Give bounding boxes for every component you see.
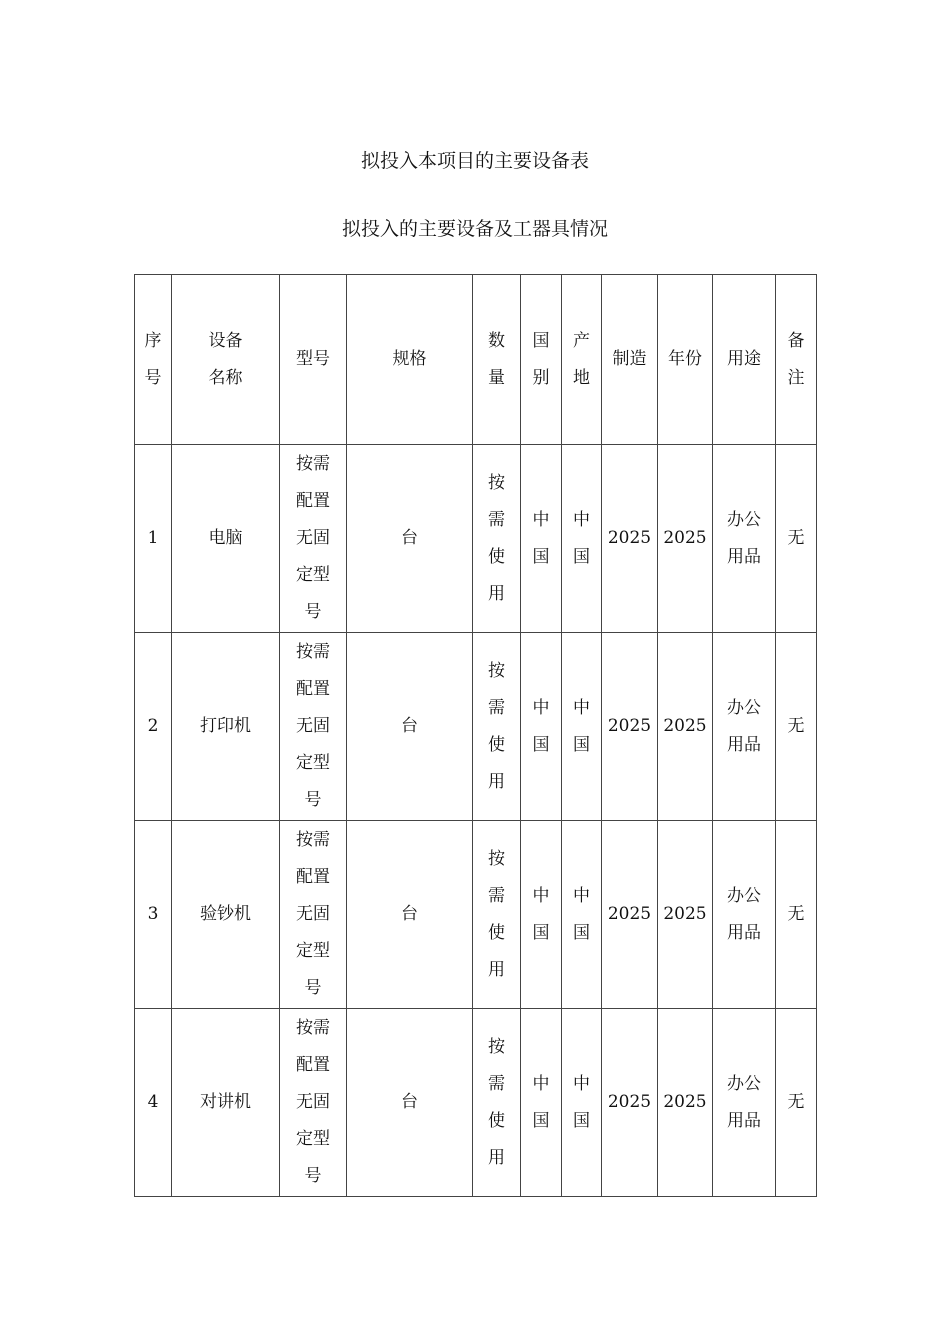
- cell-year: 2025: [658, 633, 713, 821]
- table-row: [135, 633, 817, 821]
- cell-name: 打印机: [172, 633, 280, 821]
- table-row: [135, 821, 817, 1009]
- cell-use: 办公 用品: [713, 633, 776, 821]
- cell-spec: 台: [347, 445, 473, 633]
- cell-seq: 3: [135, 821, 172, 1009]
- cell-spec: 台: [347, 821, 473, 1009]
- table-caption: 拟投入的主要设备及工器具情况: [341, 218, 608, 240]
- table-row: [135, 445, 817, 633]
- cell-country: 中 国: [521, 445, 562, 633]
- cell-origin: 中 国: [562, 633, 602, 821]
- cell-year: 2025: [658, 1009, 713, 1197]
- cell-origin: 中 国: [562, 821, 602, 1009]
- cell-note: 无: [776, 821, 817, 1009]
- header-name: 设备 名称: [172, 275, 280, 445]
- header-spec: 规格: [347, 275, 473, 445]
- cell-seq: 4: [135, 1009, 172, 1197]
- cell-origin: 中 国: [562, 1009, 602, 1197]
- header-year: 年份: [658, 275, 713, 445]
- cell-model: 按需 配置 无固 定型 号: [280, 633, 347, 821]
- cell-name: 电脑: [172, 445, 280, 633]
- header-row: [135, 275, 817, 445]
- cell-name: 验钞机: [172, 821, 280, 1009]
- cell-spec: 台: [347, 1009, 473, 1197]
- cell-model: 按需 配置 无固 定型 号: [280, 821, 347, 1009]
- header-qty: 数 量: [473, 275, 521, 445]
- cell-note: 无: [776, 1009, 817, 1197]
- cell-qty: 按 需 使 用: [473, 633, 521, 821]
- header-model: 型号: [280, 275, 347, 445]
- cell-country: 中 国: [521, 633, 562, 821]
- header-made: 制造: [602, 275, 658, 445]
- header-country: 国 别: [521, 275, 562, 445]
- cell-country: 中 国: [521, 821, 562, 1009]
- header-use: 用途: [713, 275, 776, 445]
- header-origin: 产 地: [562, 275, 602, 445]
- cell-use: 办公 用品: [713, 821, 776, 1009]
- cell-qty: 按 需 使 用: [473, 821, 521, 1009]
- cell-spec: 台: [347, 633, 473, 821]
- cell-note: 无: [776, 633, 817, 821]
- cell-name: 对讲机: [172, 1009, 280, 1197]
- cell-country: 中 国: [521, 1009, 562, 1197]
- cell-note: 无: [776, 445, 817, 633]
- header-note: 备 注: [776, 275, 817, 445]
- cell-year: 2025: [658, 445, 713, 633]
- cell-use: 办公 用品: [713, 445, 776, 633]
- cell-made: 2025: [602, 821, 658, 1009]
- cell-made: 2025: [602, 1009, 658, 1197]
- document-title: 拟投入本项目的主要设备表: [360, 150, 589, 172]
- table-row: [135, 1009, 817, 1197]
- cell-qty: 按 需 使 用: [473, 445, 521, 633]
- cell-seq: 1: [135, 445, 172, 633]
- cell-seq: 2: [135, 633, 172, 821]
- cell-use: 办公 用品: [713, 1009, 776, 1197]
- equipment-table: [134, 274, 817, 1197]
- cell-year: 2025: [658, 821, 713, 1009]
- cell-model: 按需 配置 无固 定型 号: [280, 1009, 347, 1197]
- cell-model: 按需 配置 无固 定型 号: [280, 445, 347, 633]
- cell-made: 2025: [602, 445, 658, 633]
- cell-origin: 中 国: [562, 445, 602, 633]
- cell-qty: 按 需 使 用: [473, 1009, 521, 1197]
- header-seq: 序 号: [135, 275, 172, 445]
- cell-made: 2025: [602, 633, 658, 821]
